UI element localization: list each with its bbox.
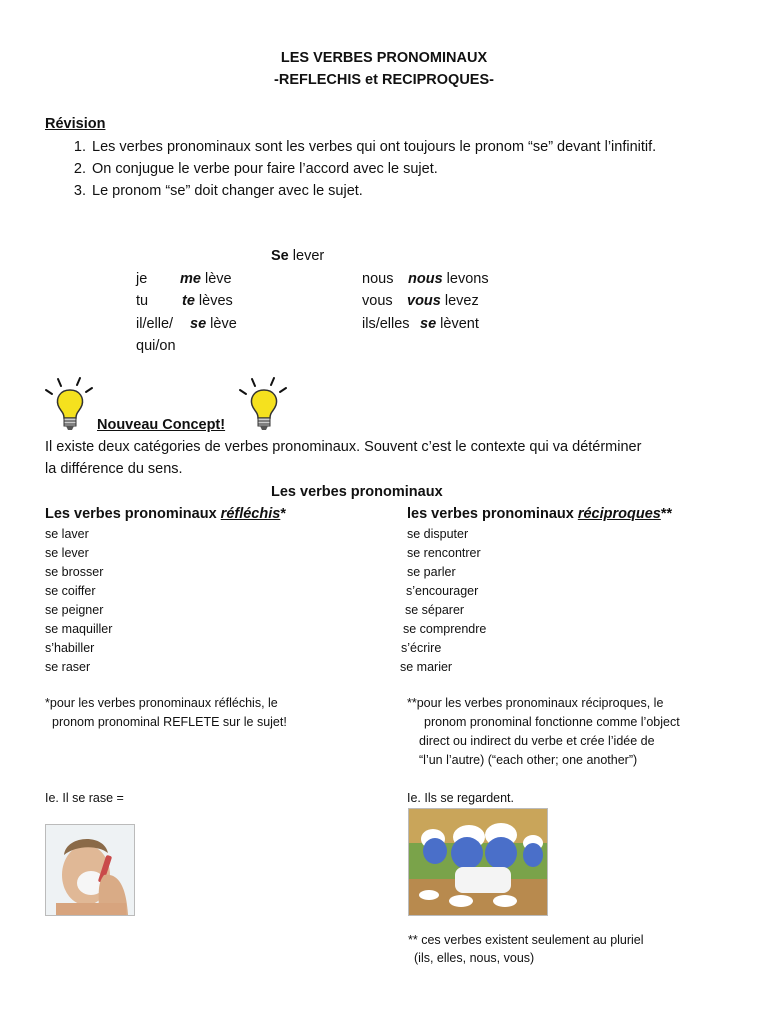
conj-form: se lèvent (420, 316, 479, 332)
list-item: se brosser (45, 565, 104, 579)
conj-subject: tu (136, 293, 149, 309)
conj-subject: nous (362, 271, 394, 287)
list-item: s’habiller (45, 641, 95, 655)
reciprocal-note: direct ou indirect du verbe et crée l’idée de (419, 734, 655, 748)
list-item: se marier (400, 660, 453, 674)
revision-item: 3. Le pronom “se” doit changer avec le sujet. (90, 180, 730, 202)
conj-subject: vous (362, 293, 393, 309)
lightbulb-icon (236, 374, 292, 434)
concept-subheading: Les verbes pronominaux (271, 484, 443, 500)
list-item: se disputer (407, 527, 469, 541)
reflexive-example: Ie. Il se rase = (45, 791, 124, 805)
reciprocal-example: Ie. Ils se regardent. (407, 791, 515, 805)
list-item: se maquiller (45, 622, 113, 636)
conj-subject: je (136, 271, 148, 287)
list-item: se rencontrer (407, 546, 481, 560)
concept-heading: Nouveau Concept! (97, 417, 226, 433)
reflexive-verb-list (45, 525, 112, 677)
conj-form: vous levez (407, 293, 479, 309)
reciprocal-header: les verbes pronominaux réciproques** (407, 506, 673, 522)
reciprocal-verb-list (400, 525, 486, 677)
revision-list (68, 136, 730, 202)
list-item: s’encourager (406, 584, 479, 598)
revision-item: 1. Les verbes pronominaux sont les verbes qui ont toujours le pronom “se” devant l’infinitif. (90, 136, 730, 158)
conj-form: se lève (190, 316, 237, 332)
reciprocal-note: **pour les verbes pronominaux réciproques, le (407, 696, 664, 710)
list-item: se laver (45, 527, 89, 541)
reflexive-note: *pour les verbes pronominaux réfléchis, le (45, 696, 278, 710)
conj-form: nous levons (408, 271, 489, 287)
concept-intro: la différence du sens. (45, 461, 183, 477)
list-item: se coiffer (45, 584, 96, 598)
page-title: LES VERBES PRONOMINAUX (280, 50, 488, 66)
conj-subject: ils/elles (362, 316, 410, 332)
list-item: se comprendre (403, 622, 487, 636)
conj-subject: il/elle/ (136, 316, 174, 332)
list-item: se peigner (45, 603, 104, 617)
list-item: s’écrire (401, 641, 442, 655)
smurfs-image (408, 808, 548, 916)
conj-form: me lève (180, 271, 232, 287)
list-item: se raser (45, 660, 91, 674)
reflexive-note: pronom pronominal REFLETE sur le sujet! (52, 715, 287, 729)
list-item: se lever (45, 546, 89, 560)
reflexive-header: Les verbes pronominaux réfléchis* (45, 506, 286, 522)
plural-footnote: ** ces verbes existent seulement au pluriel (408, 933, 644, 947)
plural-footnote: (ils, elles, nous, vous) (414, 951, 535, 965)
man-shaving-image (45, 824, 135, 916)
conj-subject: qui/on (136, 338, 176, 354)
list-item: se séparer (405, 603, 465, 617)
revision-item: 2. On conjugue le verbe pour faire l’accord avec le sujet. (90, 158, 730, 180)
conj-form: te lèves (182, 293, 233, 309)
list-item: se parler (407, 565, 456, 579)
concept-intro: Il existe deux catégories de verbes pronominaux. Souvent c’est le contexte qui va détérminer (45, 439, 642, 455)
page-subtitle: -REFLECHIS et RECIPROQUES- (274, 72, 494, 88)
lightbulb-icon (42, 374, 98, 434)
reciprocal-note: pronom pronominal fonctionne comme l’object (424, 715, 680, 729)
revision-heading: Révision (45, 116, 106, 132)
conjugation-title: Se lever (271, 248, 325, 264)
reciprocal-note: “l’un l’autre) (“each other; one another”) (419, 753, 638, 767)
